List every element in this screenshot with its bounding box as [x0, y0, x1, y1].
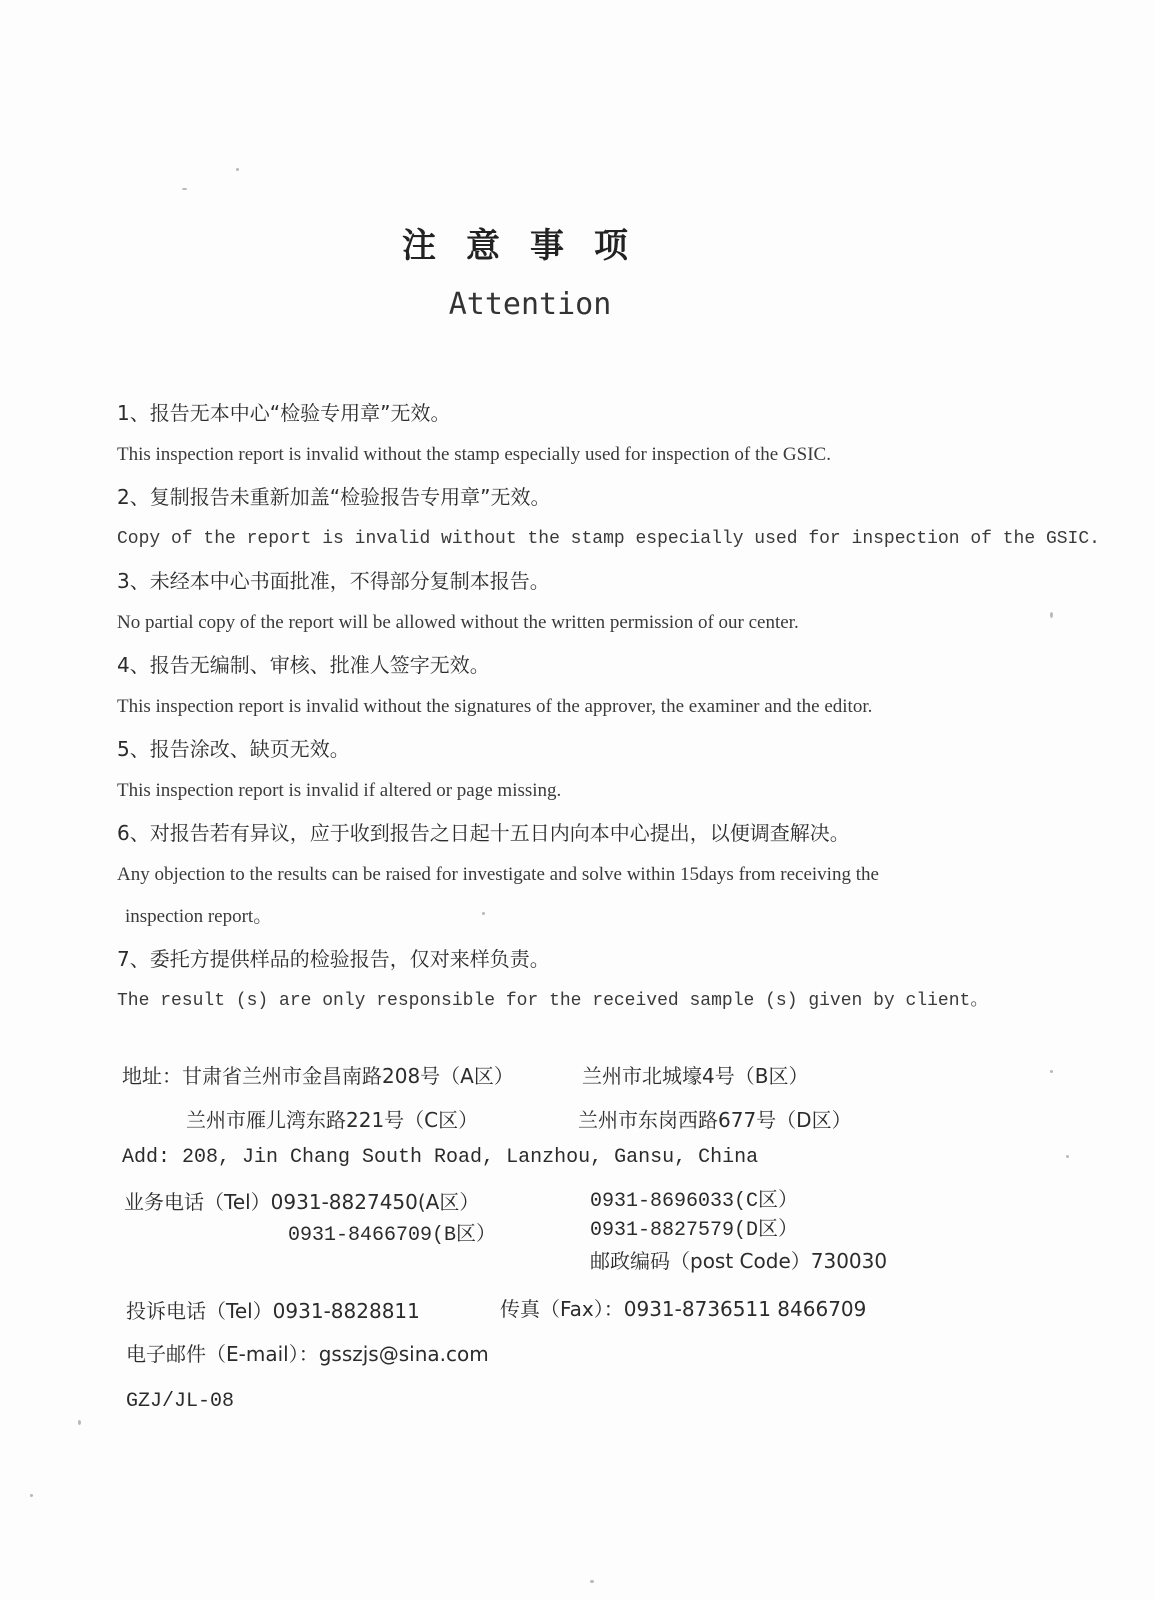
address-line-d: 兰州市东岗西路677号（D区） [578, 1108, 852, 1132]
notice-5-chinese: 5、报告涂改、缺页无效。 [117, 737, 350, 761]
notice-4-chinese: 4、报告无编制、审核、批准人签字无效。 [117, 653, 490, 677]
address-english: Add: 208, Jin Chang South Road, Lanzhou, Gansu, China [122, 1146, 759, 1169]
address-line-c: 兰州市雁儿湾东路221号（C区） [186, 1108, 479, 1132]
form-code: GZJ/JL-08 [126, 1390, 235, 1413]
scan-speck [1050, 1070, 1053, 1073]
business-tel-a: 业务电话（Tel）0931-8827450(A区） [124, 1190, 480, 1214]
notice-1-chinese: 1、报告无本中心“检验专用章”无效。 [117, 401, 451, 425]
notice-1-english: This inspection report is invalid without the stamp especially used for inspection of the GSIC. [117, 444, 831, 465]
notice-7-english: The result (s) are only responsible for the received sample (s) given by client。 [117, 991, 989, 1011]
notice-6-english: Any objection to the results can be raised for investigate and solve within 15days from receiving the [117, 864, 879, 885]
notice-3-chinese: 3、未经本中心书面批准，不得部分复制本报告。 [117, 569, 550, 593]
scan-speck [1050, 612, 1053, 618]
fax-number: 传真（Fax）：0931-8736511 8466709 [500, 1297, 867, 1321]
business-tel-b: 0931-8466709(B区） [288, 1224, 497, 1247]
email-address: 电子邮件（E-mail）：gsszjs@sina.com [126, 1342, 489, 1366]
address-line-a: 地址：甘肃省兰州市金昌南路208号（A区） [122, 1064, 514, 1088]
notice-6-english-continued: inspection report。 [125, 906, 273, 927]
notice-4-english: This inspection report is invalid without the signatures of the approver, the examiner and the editor. [117, 696, 873, 717]
post-code: 邮政编码（post Code）730030 [590, 1249, 888, 1273]
business-tel-d: 0931-8827579(D区） [590, 1219, 799, 1242]
scan-speck [1066, 1155, 1069, 1158]
scan-speck [482, 912, 485, 915]
notice-list [117, 392, 1100, 1022]
address-line-b: 兰州市北城壕4号（B区） [582, 1064, 809, 1088]
notice-6-chinese: 6、对报告若有异议，应于收到报告之日起十五日内向本中心提出，以便调查解决。 [117, 821, 850, 845]
notice-5-english: This inspection report is invalid if altered or page missing. [117, 780, 562, 801]
business-tel-c: 0931-8696033(C区） [590, 1190, 799, 1213]
notice-7-chinese: 7、委托方提供样品的检验报告，仅对来样负责。 [117, 947, 550, 971]
scan-speck [30, 1494, 33, 1497]
notice-2-chinese: 2、复制报告未重新加盖“检验报告专用章”无效。 [117, 485, 551, 509]
page-title-chinese: 注意事项 [402, 226, 658, 266]
complaint-tel: 投诉电话（Tel）0931-8828811 [126, 1299, 420, 1323]
scan-speck [236, 168, 239, 171]
notice-3-english: No partial copy of the report will be allowed without the written permission of our center. [117, 612, 799, 633]
scan-speck [78, 1420, 81, 1425]
scan-speck [182, 188, 187, 190]
scan-speck [590, 1580, 594, 1583]
notice-2-english: Copy of the report is invalid without the stamp especially used for inspection of the GSIC. [117, 529, 1100, 549]
page-title-english: Attention [448, 287, 612, 322]
